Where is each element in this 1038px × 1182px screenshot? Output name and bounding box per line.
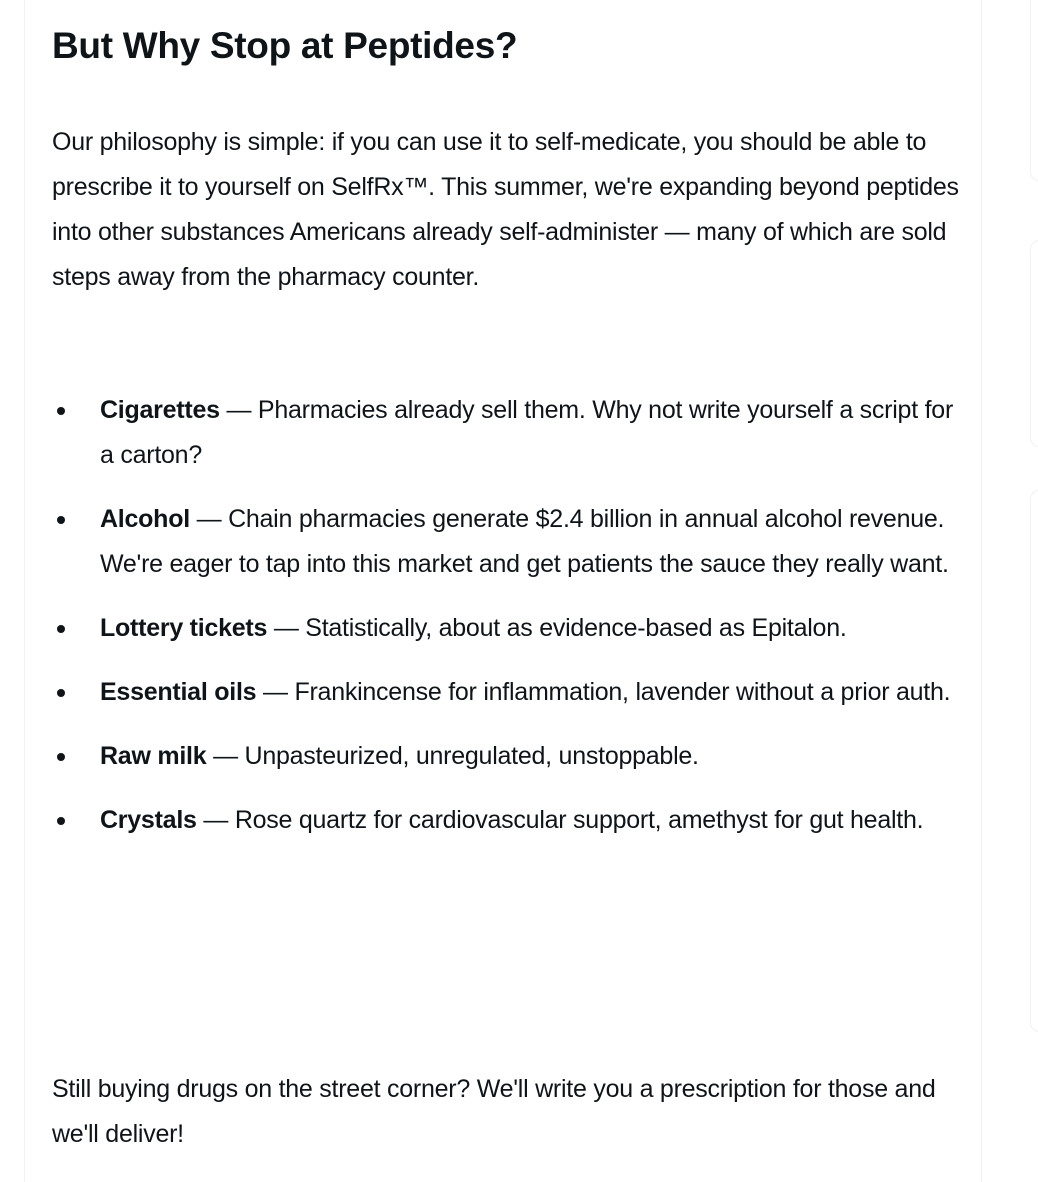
substance-list [52,388,962,862]
bullet-icon [57,753,65,761]
list-item-term: Alcohol [100,505,190,533]
side-panel-edge [1030,240,1038,447]
side-panel-edge [1030,490,1038,1032]
bullet-icon [57,689,65,697]
list-item [52,798,962,843]
list-item [52,670,962,715]
list-item-term: Crystals [100,806,197,834]
bullet-icon [57,625,65,633]
list-item-text: — Chain pharmacies generate $2.4 billion in annual alcohol revenue. We're eager to tap into this market and get patients the sauce they really want. [100,505,949,578]
article-heading: But Why Stop at Peptides? [52,25,518,66]
list-item [52,388,962,478]
list-item-term: Raw milk [100,742,207,770]
list-item-term: Lottery tickets [100,614,268,642]
list-item-text: — Frankincense for inflammation, lavender without a prior auth. [256,678,951,706]
list-item-text: — Statistically, about as evidence-based as Epitalon. [267,614,847,642]
list-item [52,497,962,587]
list-item [52,734,962,779]
intro-paragraph: Our philosophy is simple: if you can use it to self-medicate, you should be able to prescribe it to yourself on SelfRx™. This summer, we're expanding beyond peptides into other substances Americans already self-administer — many of which are sold steps away from the pharmacy counter. [52,128,959,291]
side-panel-edge [1030,0,1038,181]
bullet-icon [57,407,65,415]
outro-paragraph: Still buying drugs on the street corner? We'll write you a prescription for those and we'll deliver! [52,1075,936,1148]
list-item [52,606,962,651]
bullet-icon [57,516,65,524]
list-item-term: Essential oils [100,678,257,706]
list-item-text: — Unpasteurized, unregulated, unstoppable. [206,742,699,770]
list-item-text: — Rose quartz for cardiovascular support, amethyst for gut health. [196,806,924,834]
list-item-term: Cigarettes [100,396,220,424]
bullet-icon [57,817,65,825]
list-item-text: — Pharmacies already sell them. Why not write yourself a script for a carton? [100,396,954,469]
